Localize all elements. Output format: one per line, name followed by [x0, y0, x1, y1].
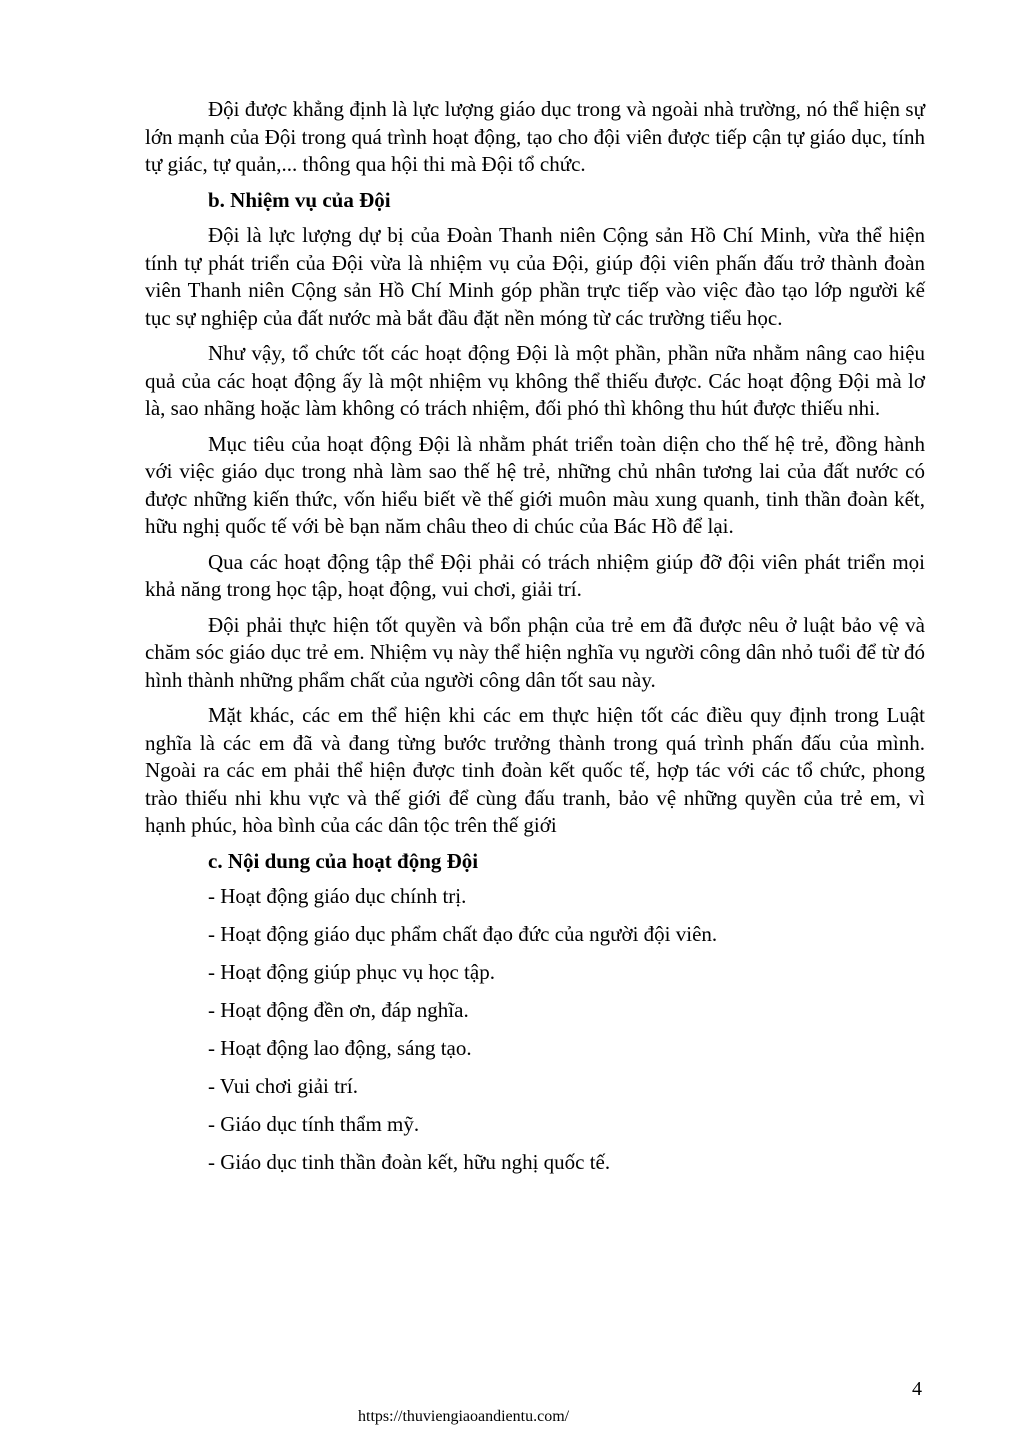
paragraph-duties: Đội là lực lượng dự bị của Đoàn Thanh niên Cộng sản Hồ Chí Minh, vừa thể hiện tính tự phát triển của Đội vừa là nhiệm vụ của Đội, giúp đội viên phấn đấu trở thành đoàn viên Thanh niên Cộng sản Hồ Chí Minh góp phần trực tiếp vào việc đào tạo lớp người kế tục sự nghiệp của đất nước mà bắt đầu đặt nền móng từ các trường tiểu học. [145, 223, 925, 330]
list-item: - Hoạt động giáo dục chính trị. [208, 884, 467, 908]
section-heading-c: c. Nội dung của hoạt động Đội [208, 848, 479, 873]
paragraph-child-rights: Đội phải thực hiện tốt quyền và bổn phận của trẻ em đã được nêu ở luật bảo vệ và chăm sóc giáo dục trẻ em. Nhiệm vụ này thể hiện nghĩa vụ người công dân nhỏ tuổi để từ đó hình thành những phẩm chất của người công dân tốt sau này. [145, 612, 925, 692]
paragraph-international-solidarity: Mặt khác, các em thể hiện khi các em thực hiện tốt các điều quy định trong Luật nghĩa là các em đã và đang từng bước trưởng thành trong quá trình phấn đấu của mình. Ngoài ra các em phải thể hiện được tinh đoàn kết quốc tế, hợp tác với các tổ chức, phong trào thiếu nhi khu vực và thế giới để cùng đấu tranh, bảo vệ những quyền của trẻ em, vì hạnh phúc, hòa bình của các dân tộc trên thế giới [145, 703, 925, 837]
paragraph-intro: Đội được khẳng định là lực lượng giáo dục trong và ngoài nhà trường, nó thể hiện sự lớn mạnh của Đội trong quá trình hoạt động, tạo cho đội viên được tiếp cận tự giáo dục, tính tự giác, tự quản,... thông qua hội thi mà Đội tổ chức. [145, 97, 925, 176]
list-item: - Giáo dục tính thẩm mỹ. [208, 1112, 420, 1136]
list-item: - Vui chơi giải trí. [208, 1074, 359, 1098]
paragraph-goal: Mục tiêu của hoạt động Đội là nhằm phát triển toàn diện cho thế hệ trẻ, đồng hành với việc giáo dục trong nhà làm sao thế hệ trẻ, những chủ nhân tương lai của đất nước có được những kiến thức, vốn hiểu biết về thế giới muôn màu xung quanh, tinh thần đoàn kết, hữu nghị quốc tế với bè bạn năm châu theo di chúc của Bác Hồ để lại. [145, 431, 925, 538]
footer-url: https://thuviengiaoandientu.com/ [358, 1408, 570, 1425]
paragraph-collective-activities: Qua các hoạt động tập thể Đội phải có trách nhiệm giúp đỡ đội viên phát triển mọi khả năng trong học tập, hoạt động, vui chơi, giải trí. [145, 549, 925, 601]
list-item: - Hoạt động lao động, sáng tạo. [208, 1036, 472, 1060]
list-item: - Giáo dục tinh thần đoàn kết, hữu nghị quốc tế. [208, 1150, 611, 1174]
page-number: 4 [912, 1378, 922, 1400]
list-item: - Hoạt động giúp phục vụ học tập. [208, 960, 495, 984]
document-body [145, 96, 925, 1187]
list-item: - Hoạt động giáo dục phẩm chất đạo đức của người đội viên. [208, 922, 718, 946]
paragraph-organization: Như vậy, tổ chức tốt các hoạt động Đội là một phần, phần nữa nhằm nâng cao hiệu quả của các hoạt động ấy là một nhiệm vụ không thể thiếu được. Các hoạt động Đội mà lơ là, sao nhãng hoặc làm không có trách nhiệm, đối phó thì không thu hút được thiếu nhi. [145, 341, 925, 420]
section-heading-b: b. Nhiệm vụ của Đội [208, 187, 391, 212]
list-item: - Hoạt động đền ơn, đáp nghĩa. [208, 998, 469, 1022]
activity-content-list [145, 883, 925, 1177]
